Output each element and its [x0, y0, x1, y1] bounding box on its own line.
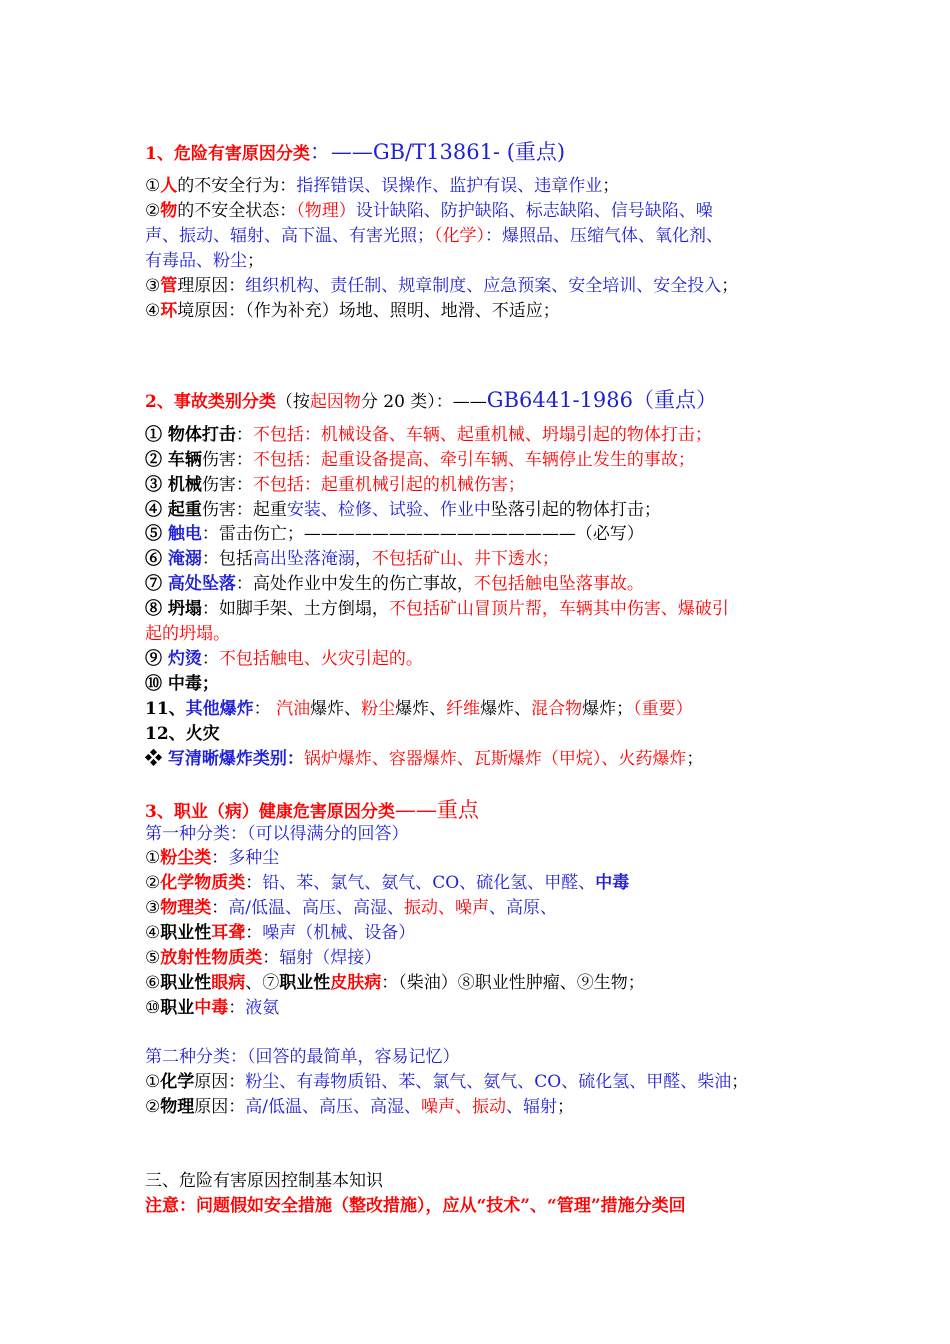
text-run: 高出坠落淹溺 [252, 549, 355, 569]
text-run: 三、危险有害原因控制基本知识 [145, 1171, 383, 1191]
text-run: 铅、苯、氯气、氨气、CO、硫化氢、甲醛、 [262, 873, 596, 893]
section-2-line [145, 622, 825, 647]
text-run: ： [201, 649, 219, 669]
section-3-line [145, 996, 825, 1021]
text-run: 化学 [160, 1072, 195, 1092]
text-run: ； [247, 251, 264, 271]
text-run: 职业性 [160, 923, 212, 943]
text-run: 中毒 [194, 998, 229, 1018]
text-run: 高处坠落 [167, 574, 236, 594]
text-run: ， [354, 549, 372, 569]
text-run: 爆炸、 [395, 699, 447, 719]
text-run: ： [262, 948, 280, 968]
text-run: 原因： [194, 1072, 246, 1092]
text-run: ① 物体打击 [145, 425, 236, 445]
text-run: ① [145, 1072, 161, 1092]
section-1-line [145, 249, 825, 274]
text-run: ； [556, 1097, 574, 1117]
section-2-line [145, 473, 825, 498]
text-run: 的不安全状态： [177, 201, 297, 221]
section-3-line [145, 1021, 825, 1046]
section-3-line [145, 971, 825, 996]
text-run: 多种尘 [228, 848, 280, 868]
section-4-line [145, 1194, 825, 1219]
text-run: 爆炸、 [480, 699, 532, 719]
text-run: ： [253, 699, 277, 719]
section-2-line [145, 547, 825, 572]
text-run: （重要） [633, 699, 693, 719]
section-2-line [145, 647, 825, 672]
text-run: ② 车辆 [145, 450, 202, 470]
text-run: 、辐射 [505, 1097, 557, 1117]
text-run: ：（柴油）⑧职业性肿瘤、⑨生物； [381, 973, 645, 993]
text-run: 境原因：（作为补充）场地、照明、地滑、不适应； [177, 301, 560, 321]
text-run: 皮肤病 [330, 973, 382, 993]
section-3-line [145, 1070, 825, 1095]
text-run: ： [228, 998, 246, 1018]
text-run: 振动、噪声 [403, 898, 489, 918]
text-run: 第二种分类：（回答的最简单，容易记忆） [145, 1047, 460, 1067]
section-3-line [145, 822, 825, 847]
text-run: ② [145, 873, 161, 893]
text-run: 物理类 [160, 898, 212, 918]
text-run: 设计缺陷、防护缺陷、标志缺陷、信号缺陷、噪 [355, 201, 713, 221]
text-run: 眼病 [211, 973, 246, 993]
text-run: 物 [160, 201, 178, 221]
text-run: ① [145, 176, 161, 196]
text-run: ① [145, 848, 161, 868]
text-run: 锅炉爆炸、容器爆炸、瓦斯爆炸（甲烷）、火药爆炸 [303, 749, 687, 769]
section-2-line [145, 498, 825, 523]
section-3-heading [145, 796, 825, 824]
section-4-heading [145, 1169, 825, 1194]
text-run: ； [731, 1072, 749, 1092]
text-run: 组织机构、责任制、规章制度、应急预案、安全培训、安全投入 [245, 276, 722, 296]
text-run: ： [235, 425, 253, 445]
text-run: 灼烫 [167, 649, 202, 669]
text-run: 写清晰爆炸类别： [167, 749, 304, 769]
text-run: 中毒 [595, 873, 630, 893]
text-run: 其他爆炸 [185, 699, 254, 719]
section-2-line [145, 722, 825, 747]
text-run: 职业性 [160, 973, 212, 993]
text-run: ⑥ [145, 549, 168, 569]
section-3-line [145, 896, 825, 921]
text-run: 粉尘类 [160, 848, 212, 868]
text-run: ； [602, 176, 620, 196]
text-run: 纤维 [446, 699, 481, 719]
text-run: ③ [145, 898, 161, 918]
text-run: 不包括矿山冒顶片帮，车辆其中伤害、爆破引 [388, 599, 729, 619]
text-run: 、高原、 [488, 898, 557, 918]
text-run: ② [145, 1097, 161, 1117]
text-run: 、⑦ [245, 973, 280, 993]
section-2-line [145, 747, 825, 772]
section-3-line [145, 946, 825, 971]
text-run: 声、振动、辐射、高下温、有害光照； [145, 226, 434, 246]
text-run: 职业 [160, 998, 195, 1018]
text-run: ② [145, 201, 161, 221]
text-run: （化学） [434, 226, 485, 246]
text-run: 2、事故类别分类 [145, 392, 276, 412]
text-run: ； [721, 276, 739, 296]
text-run: 第一种分类：（可以得满分的回答） [145, 824, 409, 844]
text-run: 淹溺 [167, 549, 202, 569]
text-run: ⑩ [145, 998, 161, 1018]
text-run: 安装、检修、试验、作业中 [286, 500, 491, 520]
text-run: 1、危险有害原因分类 [145, 144, 310, 164]
section-1-line [145, 174, 825, 199]
section-1-line [145, 299, 825, 324]
text-run: 有毒品、粉尘 [145, 251, 247, 271]
text-run: ： [245, 923, 263, 943]
text-run: 不包括：机械设备、车辆、起重机械、坍塌引起的物体打击； [252, 425, 712, 445]
text-run: （物理） [296, 201, 356, 221]
section-2-line [145, 597, 825, 622]
text-run: 指挥错误、误操作、监护有误、违章作业 [296, 176, 603, 196]
text-run: ③ [145, 276, 161, 296]
section-2-line [145, 697, 825, 722]
text-run: 化学物质类 [160, 873, 246, 893]
section-1-heading [145, 138, 825, 166]
text-run: 3、职业（病）健康危害原因分类 [145, 802, 395, 822]
section-3-line [145, 921, 825, 946]
section-1-line [145, 224, 825, 249]
text-run: 爆炸； [582, 699, 634, 719]
section-3-line [145, 846, 825, 871]
section-2-heading [145, 386, 825, 414]
section-3-line [145, 1045, 825, 1070]
text-run: 伤害： [201, 475, 253, 495]
text-run: ⑩ 中毒； [145, 674, 219, 694]
text-run: 分 20 类）：—— [360, 392, 487, 412]
section-3-line [145, 871, 825, 896]
text-run: 职业性 [279, 973, 331, 993]
text-run: ④ [145, 301, 161, 321]
section-3-line [145, 1095, 825, 1120]
section-1-line [145, 274, 825, 299]
text-run: 人 [160, 176, 178, 196]
text-run: ：高处作业中发生的伤亡事故， [235, 574, 474, 594]
text-run: ：雷击伤亡；————————————————（必写） [201, 524, 644, 544]
text-run: 高/低温、高压、高湿、 [228, 898, 404, 918]
text-run: 噪声、振动 [420, 1097, 506, 1117]
text-run: ：包括 [201, 549, 253, 569]
text-run: (重点) [500, 140, 566, 164]
text-run: 伤害：起重 [201, 500, 287, 520]
text-run: 的不安全行为： [177, 176, 297, 196]
text-run: ④ [145, 923, 161, 943]
text-run: 不包括：起重设备提高、牵引车辆、车辆停止发生的事故； [252, 450, 695, 470]
text-run: ：爆照品、压缩气体、氧化剂、 [485, 226, 723, 246]
text-run: 起的坍塌。 [145, 624, 230, 644]
text-run: 12、火灾 [145, 724, 220, 744]
text-run: ③ 机械 [145, 475, 202, 495]
section-2-line [145, 572, 825, 597]
text-run: （重点） [633, 388, 717, 412]
text-run: 放射性物质类 [160, 948, 263, 968]
text-run: ： [211, 898, 229, 918]
text-run: 环 [160, 301, 178, 321]
text-run: 管 [160, 276, 178, 296]
text-run: 不包括：起重机械引起的机械伤害； [252, 475, 525, 495]
text-run: 坠落引起的物体打击； [490, 500, 661, 520]
text-run: 11、 [145, 699, 186, 719]
text-run: 汽油 [276, 699, 311, 719]
text-run: ： [245, 873, 263, 893]
text-run: ： [211, 848, 229, 868]
text-run: ：如脚手架、土方倒塌， [201, 599, 389, 619]
text-run: ⑧ 坍塌 [145, 599, 202, 619]
text-run: 注意：问题假如安全措施（整改措施），应从“技术”、“管理”措施分类回 [145, 1196, 686, 1216]
section-2-line [145, 672, 825, 697]
text-run: ❖ [145, 749, 168, 769]
section-2-line [145, 448, 825, 473]
section-1-line [145, 199, 825, 224]
text-run: （按 [275, 392, 310, 412]
text-run: 爆炸、 [310, 699, 362, 719]
text-run: 不包括矿山、井下透水； [371, 549, 559, 569]
text-run: 噪声（机械、设备） [262, 923, 416, 943]
text-run: GB6441-1986 [486, 388, 633, 412]
text-run: ：——GB/T13861- [309, 140, 501, 164]
section-2-line [145, 522, 825, 547]
text-run: ⑨ [145, 649, 168, 669]
text-run: ⑤ [145, 948, 161, 968]
section-2-line [145, 423, 825, 448]
text-run: 起因物 [309, 392, 361, 412]
text-run: 伤害： [201, 450, 253, 470]
text-run: 触电 [167, 524, 202, 544]
text-run: ⑤ [145, 524, 168, 544]
text-run: 辐射（焊接） [279, 948, 382, 968]
text-run: 物理 [160, 1097, 195, 1117]
text-run: ⑦ [145, 574, 168, 594]
text-run: ——重点 [394, 798, 479, 822]
text-run: 不包括触电、火灾引起的。 [218, 649, 423, 669]
text-run: 混合物 [531, 699, 583, 719]
text-run: 液氨 [245, 998, 280, 1018]
text-run: ； [686, 749, 704, 769]
text-run: 粉尘、有毒物质铅、苯、氯气、氨气、CO、硫化氢、甲醛、柴油 [245, 1072, 732, 1092]
text-run: 理原因： [177, 276, 246, 296]
text-run: 不包括触电坠落事故。 [473, 574, 644, 594]
text-run: 耳聋 [211, 923, 246, 943]
text-run: ④ 起重 [145, 500, 202, 520]
text-run: 粉尘 [361, 699, 396, 719]
text-run: 原因： [194, 1097, 246, 1117]
text-run: ⑥ [145, 973, 161, 993]
text-run: 高/低温、高压、高湿、 [245, 1097, 421, 1117]
